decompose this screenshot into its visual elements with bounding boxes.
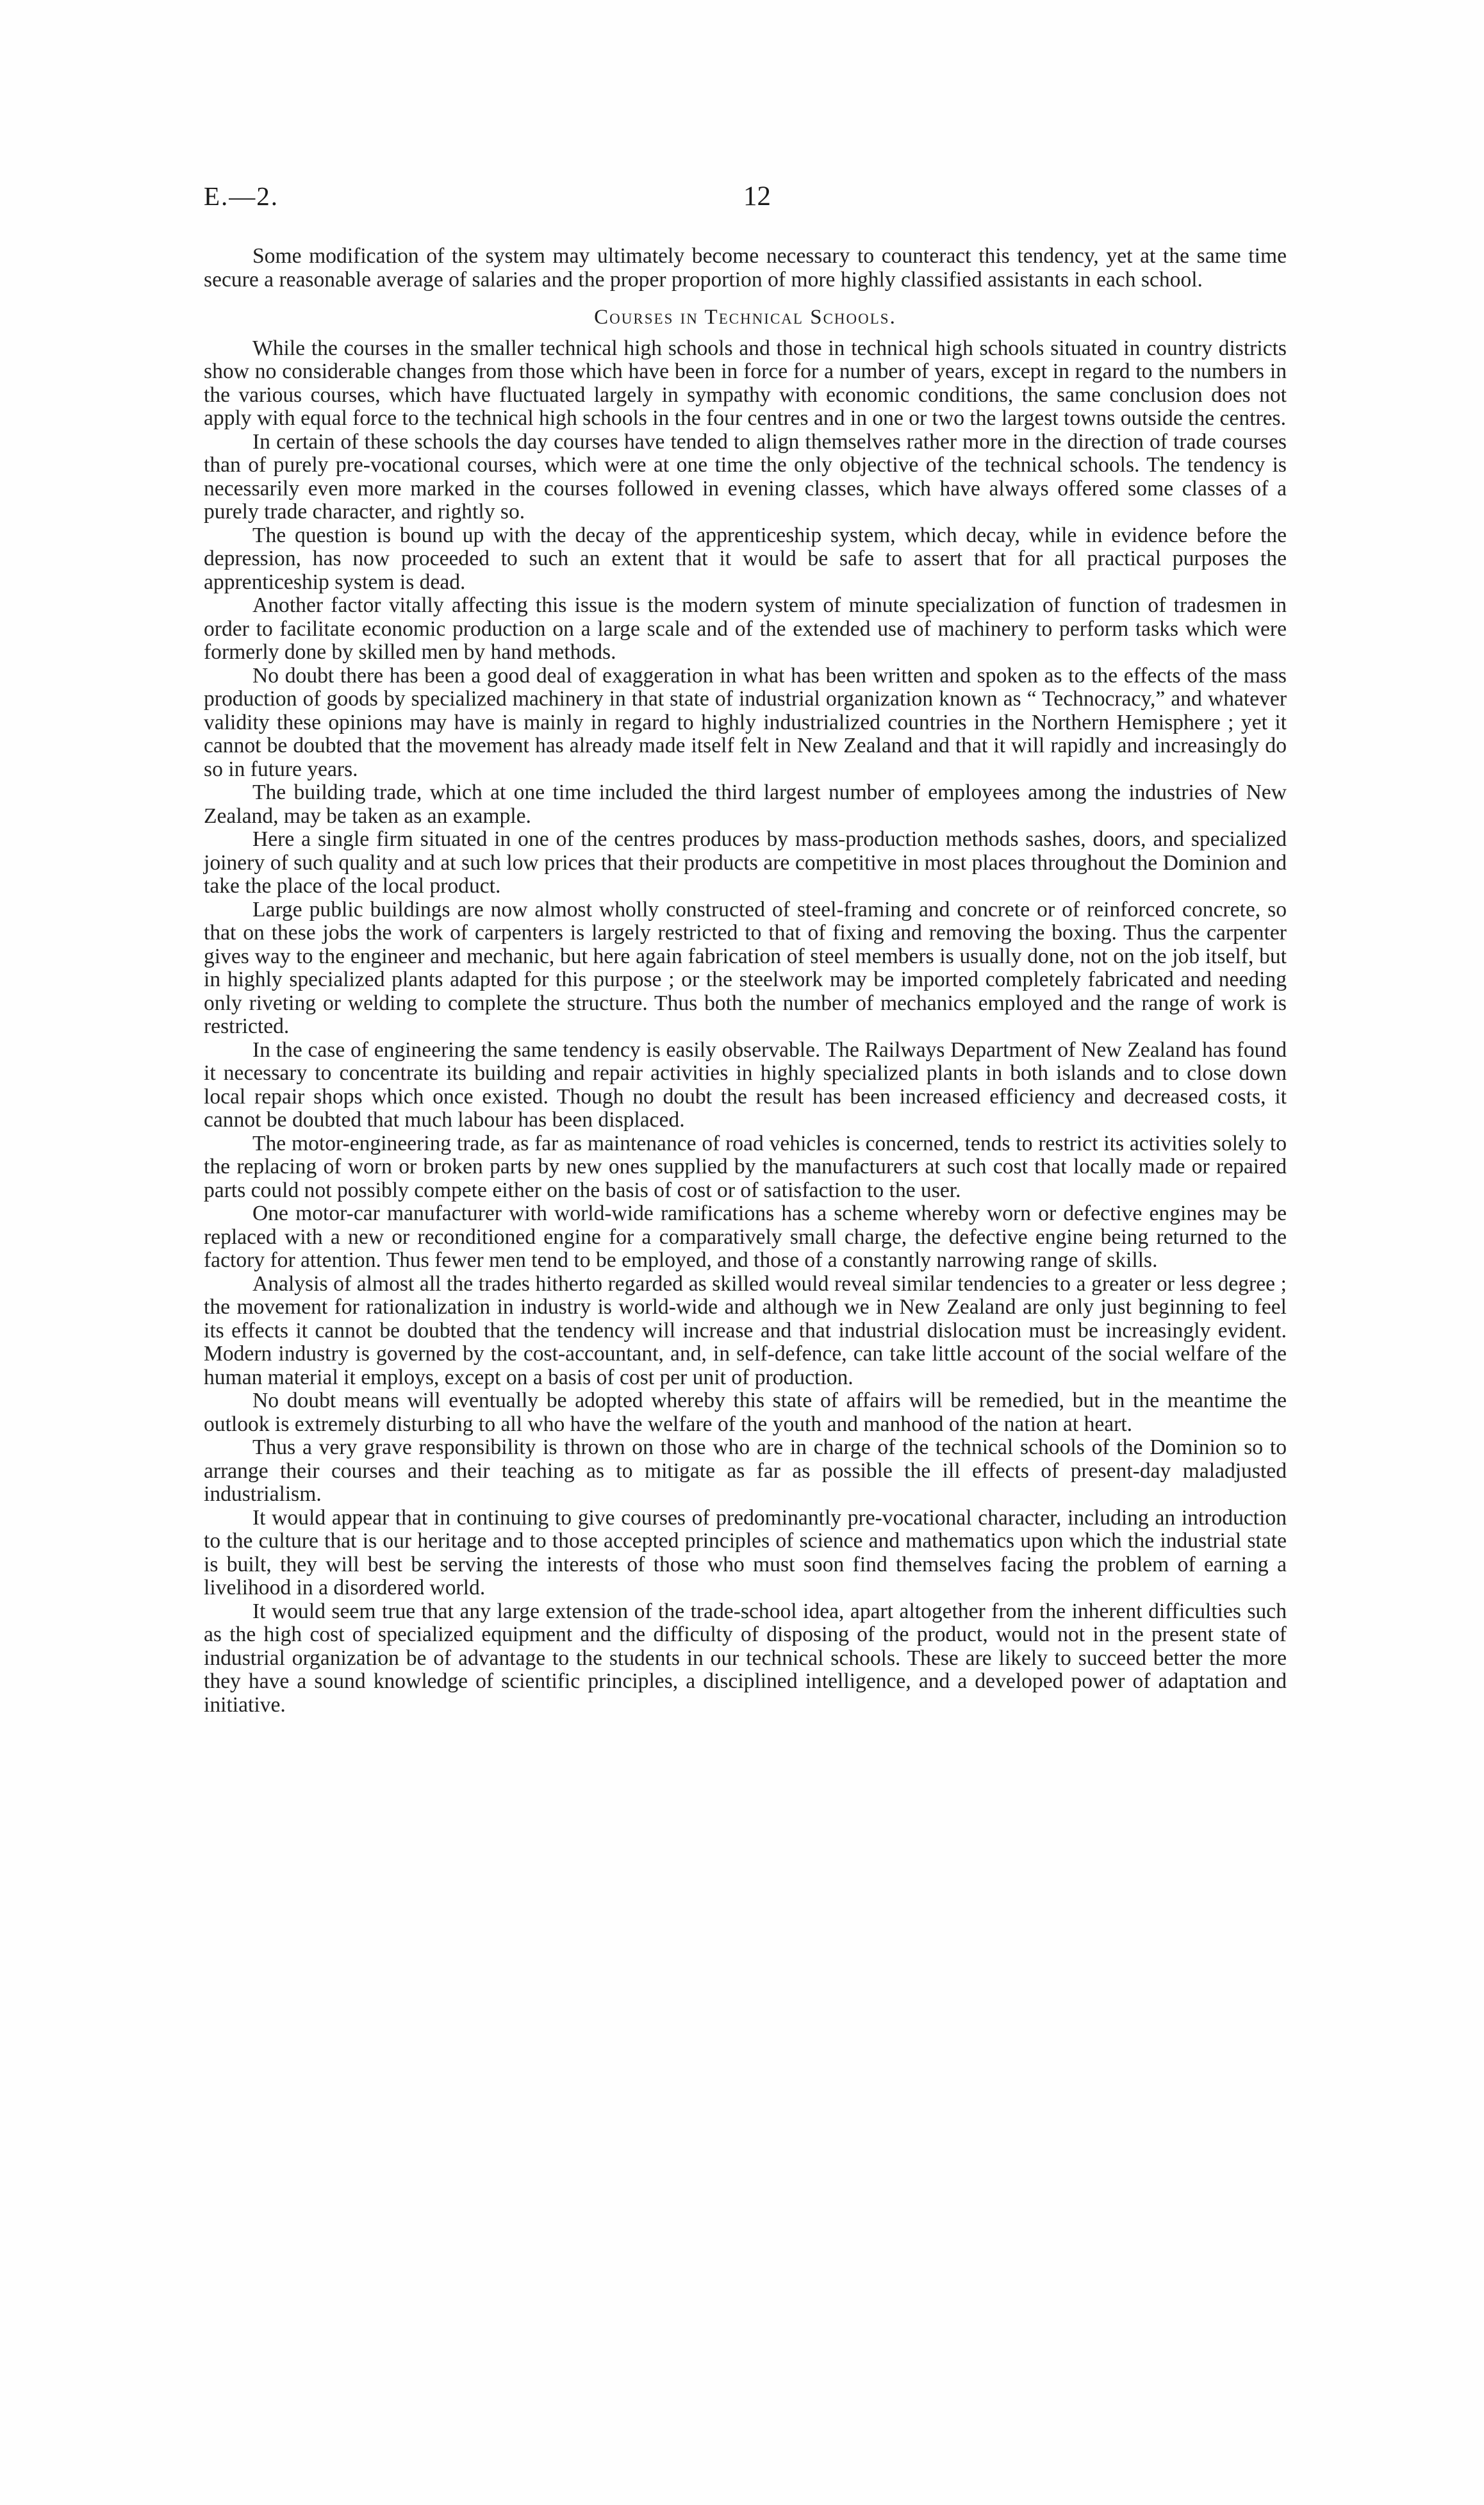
intro-paragraph: Some modification of the system may ultimately become necessary to counteract this tendency, yet at the same time secure a reasonable average of salaries and the proper proportion of more highly classified assistants in each school.: [204, 244, 1287, 292]
section-heading: Courses in Technical Schools.: [594, 306, 896, 329]
paragraph: No doubt there has been a good deal of exaggeration in what has been written and spoken as to the effects of the mass production of goods by specialized machinery in that state of industrial organization known as “ Technocracy,” and whatever validity these opinions may have is mainly in regard to highly industrialized countries in the Northern Hemisphere ; yet it cannot be doubted that the movement has already made itself felt in New Zealand and that it will rapidly and increasingly do so in future years.: [204, 663, 1287, 781]
document-reference: E.—2.: [204, 181, 279, 211]
paragraph: Here a single firm situated in one of the centres produces by mass-production methods sashes, doors, and specialized joinery of such quality and at such low prices that their products are competitive in most places throughout the Dominion and take the place of the local product.: [204, 827, 1287, 898]
paragraph: In the case of engineering the same tendency is easily observable. The Railways Department of New Zealand has found it necessary to concentrate its building and repair activities in highly specialized plants in both islands and to close down local repair shops which once existed. Though no doubt the result has been increased efficiency and decreased costs, it cannot be doubted that much labour has been displaced.: [204, 1038, 1287, 1132]
body-text: [204, 245, 1287, 1717]
paragraph: It would seem true that any large extension of the trade-school idea, apart altogether from the inherent difficulties such as the high cost of specialized equipment and the difficulty of disposing of the product, would not in the present state of industrial organization be of advantage to the students in our technical schools. These are likely to succeed better the more they have a sound knowledge of scientific principles, a disciplined intelligence, and a developed power of adaptation and initiative.: [204, 1599, 1287, 1717]
paragraph: One motor-car manufacturer with world-wide ramifications has a scheme whereby worn or defective engines may be replaced with a new or reconditioned engine for a comparatively small charge, the defective engine being returned to the factory for attention. Thus fewer men tend to be employed, and those of a constantly narrowing range of skills.: [204, 1202, 1287, 1272]
paragraph: Analysis of almost all the trades hitherto regarded as skilled would reveal similar tendencies to a greater or less degree ; the movement for rationalization in industry is world-wide and although we in New Zealand are only just beginning to feel its effects it cannot be doubted that the tendency will increase and that industrial dislocation must be increasingly evident. Modern industry is governed by the cost-accountant, and, in self-defence, can take little account of the social welfare of the human material it employs, except on a basis of cost per unit of production.: [204, 1271, 1287, 1389]
paragraph: It would appear that in continuing to give courses of predominantly pre-vocational character, including an introduction to the culture that is our heritage and to those accepted principles of science and mathematics upon which the industrial state is built, they will best be serving the interests of those who must soon find themselves facing the problem of earning a livelihood in a disordered world.: [204, 1505, 1287, 1600]
paragraph: No doubt means will eventually be adopted whereby this state of affairs will be remedied, but in the meantime the outlook is extremely disturbing to all who have the welfare of the youth and manhood of the nation at heart.: [204, 1389, 1287, 1436]
paragraph: The question is bound up with the decay of the apprenticeship system, which decay, while in evidence before the depression, has now proceeded to such an extent that it would be safe to assert that for all practical purposes the apprenticeship system is dead.: [204, 523, 1287, 594]
paragraph: The building trade, which at one time included the third largest number of employees among the industries of New Zealand, may be taken as an example.: [204, 781, 1287, 828]
paragraph: In certain of these schools the day courses have tended to align themselves rather more in the direction of trade courses than of purely pre-vocational courses, which were at one time the only objective of the technical schools. The tendency is necessarily even more marked in the courses followed in evening classes, which have always offered some classes of a purely trade character, and rightly so.: [204, 429, 1287, 524]
page-number: 12: [743, 181, 771, 211]
paragraph: Large public buildings are now almost wholly constructed of steel-framing and concrete or of reinforced concrete, so that on these jobs the work of carpenters is largely restricted to that of fixing and removing the boxing. Thus the carpenter gives way to the engineer and mechanic, but here again fabrication of steel members is usually done, not on the job itself, but in highly specialized plants adapted for this purpose ; or the steelwork may be imported completely fabricated and needing only riveting or welding to complete the structure. Thus both the number of mechanics employed and the range of work is restricted.: [204, 897, 1287, 1038]
page-header: [204, 181, 1287, 219]
paragraph: The motor-engineering trade, as far as maintenance of road vehicles is concerned, tends to restrict its activities solely to the replacing of worn or broken parts by new ones supplied by the manufacturers at such cost that locally made or repaired parts could not possibly compete either on the basis of cost or of satisfaction to the user.: [204, 1131, 1287, 1202]
paragraph: While the courses in the smaller technical high schools and those in technical high schools situated in country districts show no considerable changes from those which have been in force for a number of years, except in regard to the numbers in the various courses, which have fluctuated largely in sympathy with economic conditions, the same conclusion does not apply with equal force to the technical high schools in the four centres and in one or two the largest towns outside the centres.: [204, 336, 1287, 430]
paragraph: Another factor vitally affecting this issue is the modern system of minute specialization of function of tradesmen in order to facilitate economic production on a large scale and of the extended use of machinery to perform tasks which were formerly done by skilled men by hand methods.: [204, 593, 1287, 664]
paragraph: Thus a very grave responsibility is thrown on those who are in charge of the technical schools of the Dominion so to arrange their courses and their teaching as to mitigate as far as possible the ill effects of present-day maladjusted industrialism.: [204, 1435, 1287, 1506]
